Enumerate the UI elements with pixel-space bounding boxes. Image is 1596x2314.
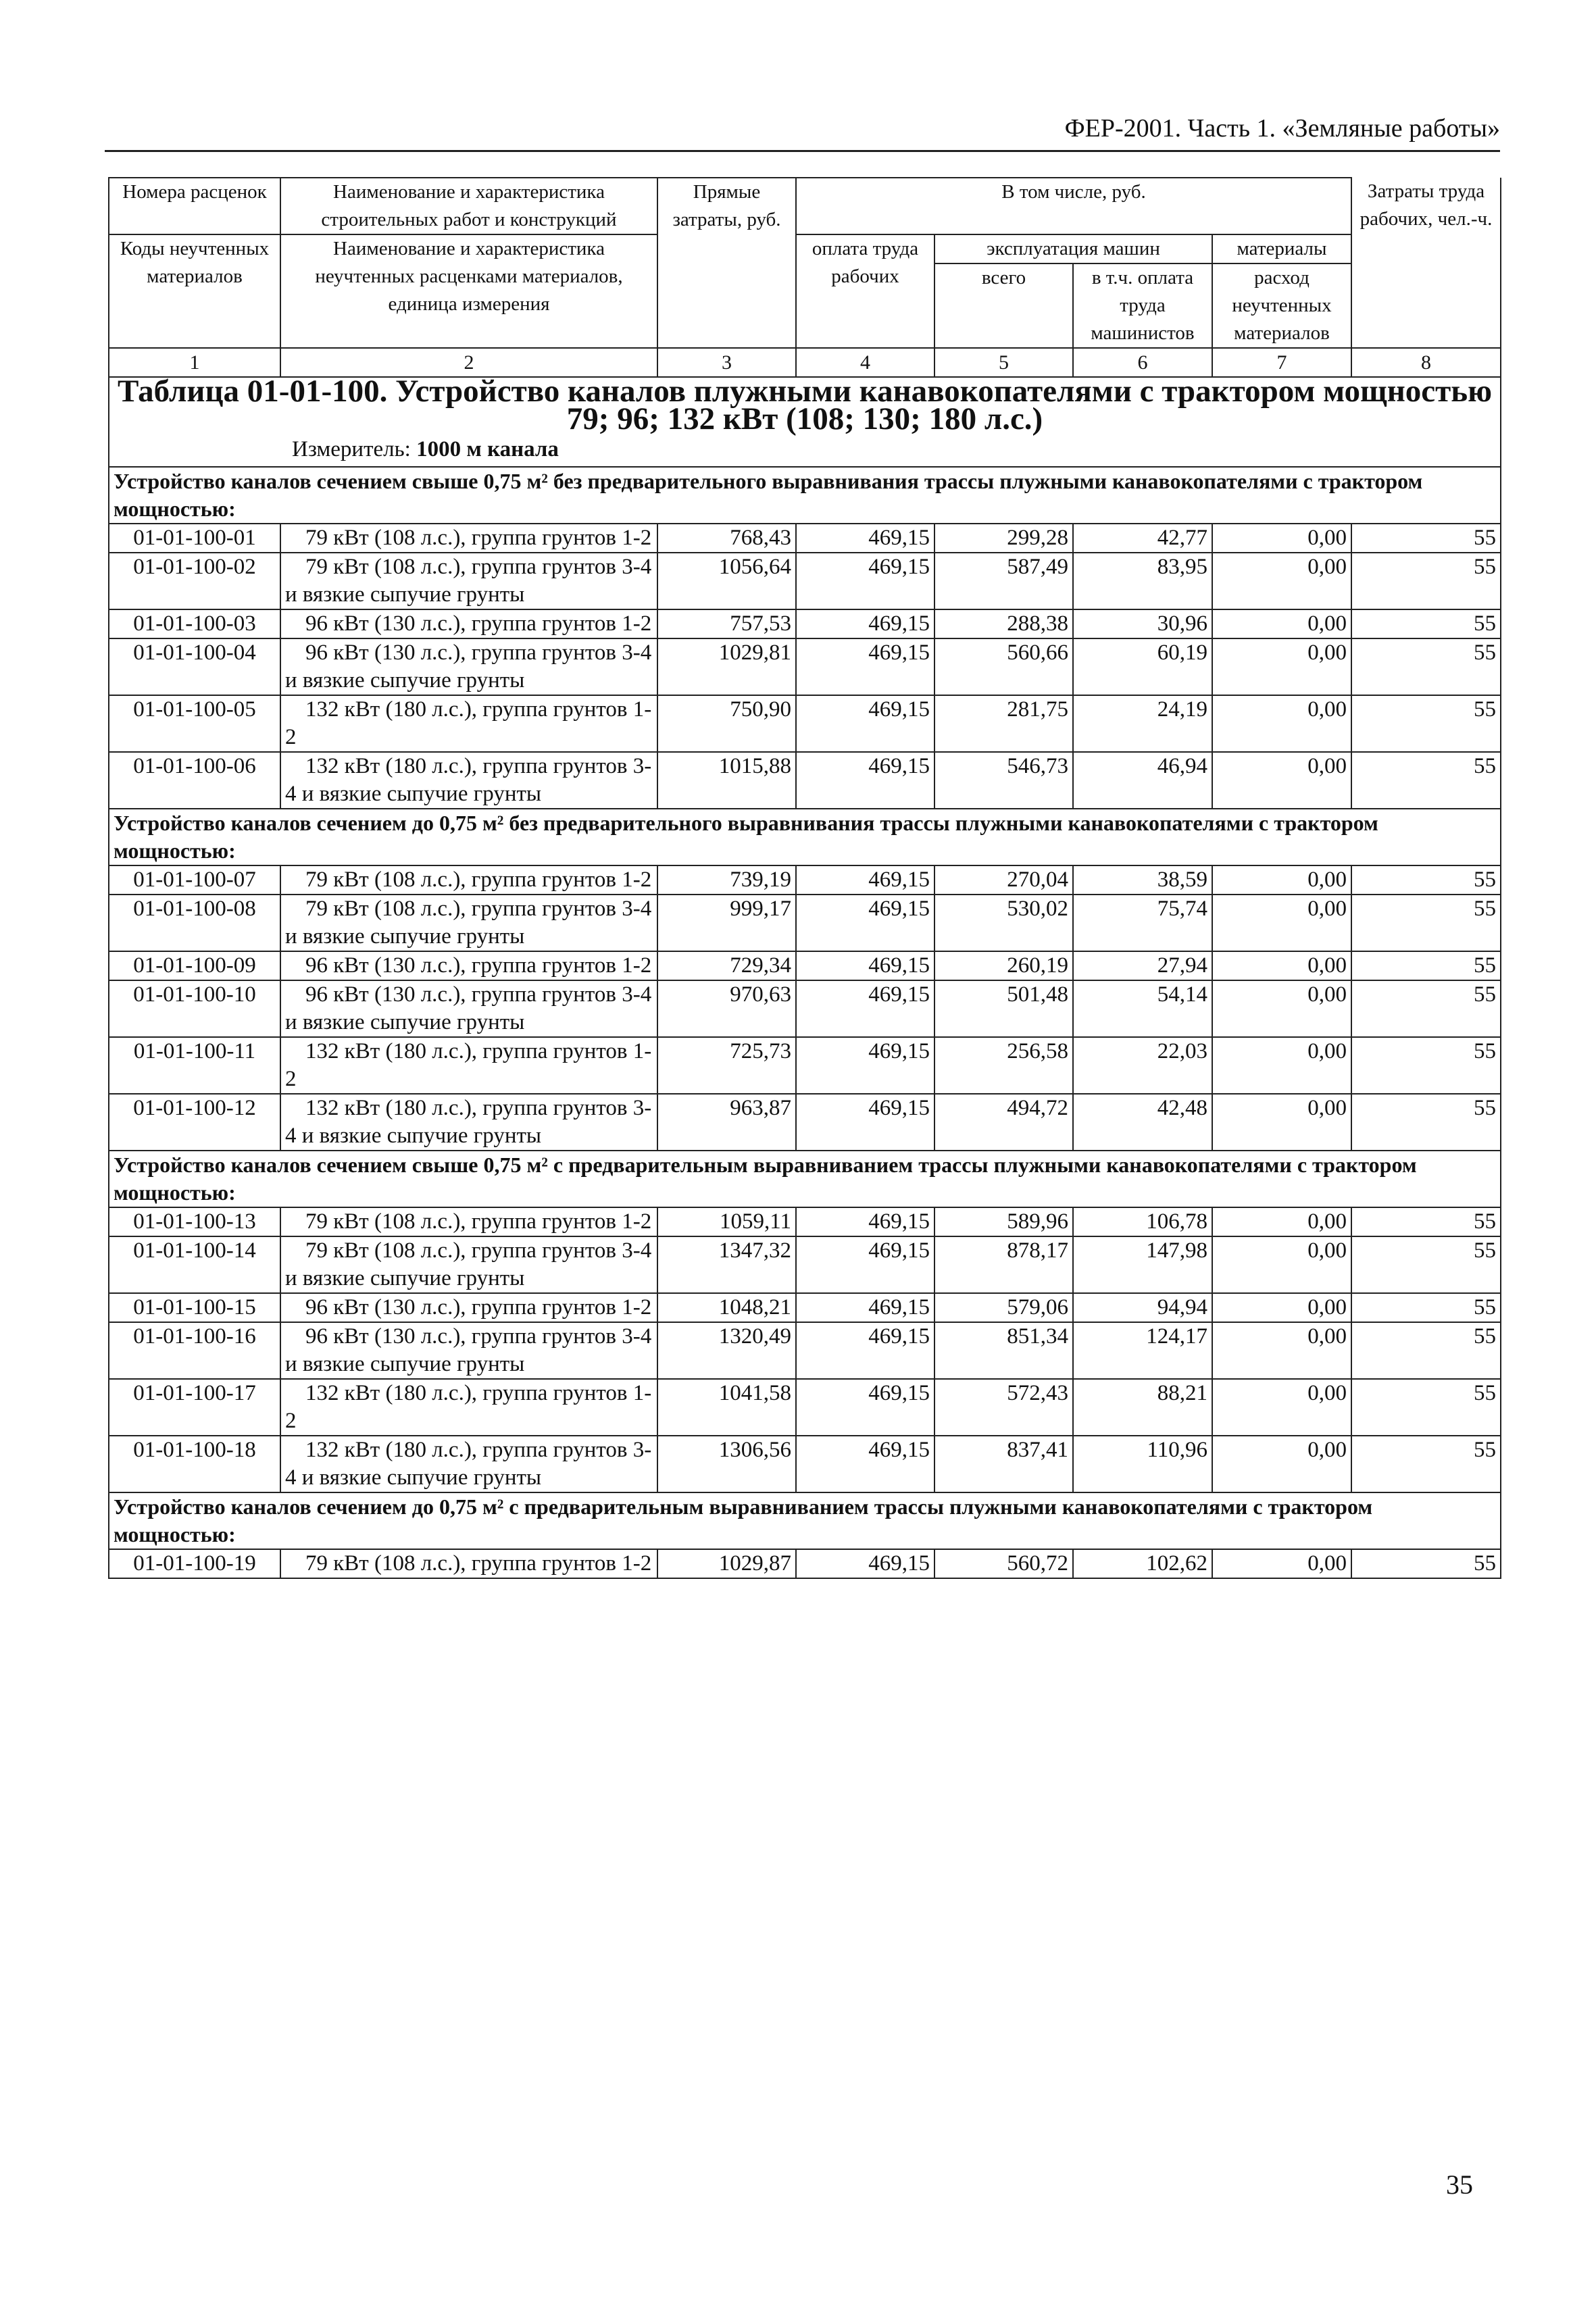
labor-hours-value: 55 [1351, 609, 1501, 638]
table-row [109, 638, 1501, 695]
worker-pay-value: 469,15 [796, 1207, 934, 1236]
header-machines-total: всего [934, 263, 1073, 348]
table-body [109, 178, 1501, 1578]
materials-value: 0,00 [1212, 1207, 1351, 1236]
labor-hours-value: 55 [1351, 695, 1501, 752]
materials-value: 0,00 [1212, 1549, 1351, 1578]
machinist-pay-value: 110,96 [1073, 1436, 1212, 1492]
machines-total-value: 572,43 [934, 1379, 1073, 1436]
labor-hours-value: 55 [1351, 1436, 1501, 1492]
materials-value: 0,00 [1212, 524, 1351, 553]
machinist-pay-value: 106,78 [1073, 1207, 1212, 1236]
labor-hours-value: 55 [1351, 1293, 1501, 1322]
table-row [109, 980, 1501, 1037]
materials-value: 0,00 [1212, 980, 1351, 1037]
machinist-pay-value: 75,74 [1073, 895, 1212, 951]
materials-value: 0,00 [1212, 638, 1351, 695]
materials-value: 0,00 [1212, 895, 1351, 951]
header-materials: материалы [1212, 234, 1351, 263]
direct-costs-value: 725,73 [657, 1037, 796, 1094]
table-row [109, 1436, 1501, 1492]
table-row [109, 1549, 1501, 1578]
machinist-pay-value: 42,77 [1073, 524, 1212, 553]
table-row [109, 1207, 1501, 1236]
worker-pay-value: 469,15 [796, 1379, 934, 1436]
machinist-pay-value: 88,21 [1073, 1379, 1212, 1436]
direct-costs-value: 750,90 [657, 695, 796, 752]
table-row [109, 609, 1501, 638]
worker-pay-value: 469,15 [796, 638, 934, 695]
work-description: 79 кВт (108 л.с.), группа грунтов 1-2 [280, 865, 657, 895]
header-material-consumption: расход неучтенных материалов [1212, 263, 1351, 348]
work-description: 96 кВт (130 л.с.), группа грунтов 1-2 [280, 1293, 657, 1322]
column-number: 2 [280, 348, 657, 377]
machinist-pay-value: 94,94 [1073, 1293, 1212, 1322]
direct-costs-value: 739,19 [657, 865, 796, 895]
worker-pay-value: 469,15 [796, 695, 934, 752]
work-description: 132 кВт (180 л.с.), группа грунтов 1-2 [280, 1379, 657, 1436]
work-description: 132 кВт (180 л.с.), группа грунтов 1-2 [280, 1037, 657, 1094]
work-description: 79 кВт (108 л.с.), группа грунтов 3-4 и вязкие сыпучие грунты [280, 553, 657, 609]
labor-hours-value: 55 [1351, 553, 1501, 609]
page-number: 35 [1446, 2169, 1473, 2200]
direct-costs-value: 729,34 [657, 951, 796, 980]
rates-table [108, 177, 1501, 1579]
direct-costs-value: 1306,56 [657, 1436, 796, 1492]
materials-value: 0,00 [1212, 1436, 1351, 1492]
materials-value: 0,00 [1212, 695, 1351, 752]
table-row [109, 1236, 1501, 1293]
section-header-row [109, 1151, 1501, 1207]
rate-code: 01-01-100-11 [109, 1037, 280, 1094]
header-material-codes: Коды неучтенных материалов [109, 234, 280, 348]
machinist-pay-value: 46,94 [1073, 752, 1212, 809]
worker-pay-value: 469,15 [796, 1322, 934, 1379]
work-description: 79 кВт (108 л.с.), группа грунтов 1-2 [280, 1207, 657, 1236]
materials-value: 0,00 [1212, 609, 1351, 638]
machinist-pay-value: 22,03 [1073, 1037, 1212, 1094]
machines-total-value: 501,48 [934, 980, 1073, 1037]
labor-hours-value: 55 [1351, 638, 1501, 695]
machinist-pay-value: 24,19 [1073, 695, 1212, 752]
direct-costs-value: 970,63 [657, 980, 796, 1037]
materials-value: 0,00 [1212, 1293, 1351, 1322]
direct-costs-value: 999,17 [657, 895, 796, 951]
machines-total-value: 530,02 [934, 895, 1073, 951]
section-title: Устройство каналов сечением свыше 0,75 м² без предварительного выравнивания трассы плужными канавокопателями с трактором мощностью: [109, 467, 1501, 524]
direct-costs-value: 1059,11 [657, 1207, 796, 1236]
direct-costs-value: 1048,21 [657, 1293, 796, 1322]
worker-pay-value: 469,15 [796, 524, 934, 553]
machinist-pay-value: 83,95 [1073, 553, 1212, 609]
direct-costs-value: 1347,32 [657, 1236, 796, 1293]
direct-costs-value: 757,53 [657, 609, 796, 638]
table-row [109, 553, 1501, 609]
worker-pay-value: 469,15 [796, 895, 934, 951]
column-number: 6 [1073, 348, 1212, 377]
measure-label: Измеритель: [292, 437, 411, 461]
section-header-row [109, 1492, 1501, 1549]
measure-value: 1000 м канала [416, 437, 559, 461]
labor-hours-value: 55 [1351, 1037, 1501, 1094]
header-row-1 [109, 178, 1501, 234]
machines-total-value: 560,66 [934, 638, 1073, 695]
work-description: 132 кВт (180 л.с.), группа грунтов 3-4 и вязкие сыпучие грунты [280, 1094, 657, 1151]
labor-hours-value: 55 [1351, 752, 1501, 809]
labor-hours-value: 55 [1351, 895, 1501, 951]
worker-pay-value: 469,15 [796, 980, 934, 1037]
direct-costs-value: 768,43 [657, 524, 796, 553]
worker-pay-value: 469,15 [796, 752, 934, 809]
worker-pay-value: 469,15 [796, 1293, 934, 1322]
labor-hours-value: 55 [1351, 524, 1501, 553]
machinist-pay-value: 30,96 [1073, 609, 1212, 638]
column-number: 4 [796, 348, 934, 377]
table-row [109, 895, 1501, 951]
table-row [109, 1379, 1501, 1436]
materials-value: 0,00 [1212, 865, 1351, 895]
table-row [109, 865, 1501, 895]
work-description: 132 кВт (180 л.с.), группа грунтов 1-2 [280, 695, 657, 752]
column-number: 7 [1212, 348, 1351, 377]
work-description: 96 кВт (130 л.с.), группа грунтов 3-4 и вязкие сыпучие грунты [280, 638, 657, 695]
table-row [109, 1293, 1501, 1322]
header-machinist-pay: в т.ч. оплата труда машинистов [1073, 263, 1212, 348]
materials-value: 0,00 [1212, 1236, 1351, 1293]
machines-total-value: 589,96 [934, 1207, 1073, 1236]
column-number-row [109, 348, 1501, 377]
materials-value: 0,00 [1212, 1094, 1351, 1151]
labor-hours-value: 55 [1351, 1379, 1501, 1436]
direct-costs-value: 1056,64 [657, 553, 796, 609]
header-direct-costs: Прямые затраты, руб. [657, 178, 796, 348]
materials-value: 0,00 [1212, 553, 1351, 609]
work-description: 79 кВт (108 л.с.), группа грунтов 3-4 и вязкие сыпучие грунты [280, 1236, 657, 1293]
section-title: Устройство каналов сечением свыше 0,75 м² с предварительным выравниванием трассы плужными канавокопателями с трактором мощностью: [109, 1151, 1501, 1207]
column-number: 1 [109, 348, 280, 377]
materials-value: 0,00 [1212, 1037, 1351, 1094]
table-title-row [109, 377, 1501, 433]
table-row [109, 524, 1501, 553]
worker-pay-value: 469,15 [796, 1549, 934, 1578]
work-description: 96 кВт (130 л.с.), группа грунтов 3-4 и вязкие сыпучие грунты [280, 1322, 657, 1379]
rate-code: 01-01-100-16 [109, 1322, 280, 1379]
table-row [109, 1094, 1501, 1151]
rate-code: 01-01-100-08 [109, 895, 280, 951]
machinist-pay-value: 42,48 [1073, 1094, 1212, 1151]
table-title: Таблица 01-01-100. Устройство каналов плужными канавокопателями с трактором мощностью 79; 96; 132 кВт (108; 130; 180 л.с.) [109, 377, 1501, 433]
worker-pay-value: 469,15 [796, 1236, 934, 1293]
machinist-pay-value: 38,59 [1073, 865, 1212, 895]
worker-pay-value: 469,15 [796, 609, 934, 638]
machinist-pay-value: 54,14 [1073, 980, 1212, 1037]
work-description: 79 кВт (108 л.с.), группа грунтов 1-2 [280, 524, 657, 553]
header-rate-numbers: Номера расценок [109, 178, 280, 234]
machines-total-value: 878,17 [934, 1236, 1073, 1293]
machinist-pay-value: 60,19 [1073, 638, 1212, 695]
rate-code: 01-01-100-05 [109, 695, 280, 752]
rate-code: 01-01-100-18 [109, 1436, 280, 1492]
rate-code: 01-01-100-01 [109, 524, 280, 553]
work-description: 132 кВт (180 л.с.), группа грунтов 3-4 и вязкие сыпучие грунты [280, 752, 657, 809]
section-header-row [109, 809, 1501, 865]
header-labor-hours: Затраты труда рабочих, чел.-ч. [1351, 178, 1501, 348]
work-description: 132 кВт (180 л.с.), группа грунтов 3-4 и вязкие сыпучие грунты [280, 1436, 657, 1492]
direct-costs-value: 1029,81 [657, 638, 796, 695]
column-number: 8 [1351, 348, 1501, 377]
worker-pay-value: 469,15 [796, 1436, 934, 1492]
rate-code: 01-01-100-13 [109, 1207, 280, 1236]
table-row [109, 951, 1501, 980]
header-rule [105, 150, 1500, 152]
direct-costs-value: 963,87 [657, 1094, 796, 1151]
machines-total-value: 560,72 [934, 1549, 1073, 1578]
rate-code: 01-01-100-10 [109, 980, 280, 1037]
labor-hours-value: 55 [1351, 1236, 1501, 1293]
labor-hours-value: 55 [1351, 980, 1501, 1037]
machines-total-value: 579,06 [934, 1293, 1073, 1322]
measure-cell [109, 433, 1501, 467]
materials-value: 0,00 [1212, 752, 1351, 809]
machines-total-value: 587,49 [934, 553, 1073, 609]
rate-code: 01-01-100-19 [109, 1549, 280, 1578]
table-row [109, 1322, 1501, 1379]
running-header: ФЕР-2001. Часть 1. «Земляные работы» [1064, 114, 1500, 143]
labor-hours-value: 55 [1351, 1207, 1501, 1236]
header-in-total: В том числе, руб. [796, 178, 1351, 234]
machines-total-value: 494,72 [934, 1094, 1073, 1151]
machines-total-value: 288,38 [934, 609, 1073, 638]
header-worker-pay: оплата труда рабочих [796, 234, 934, 348]
work-description: 79 кВт (108 л.с.), группа грунтов 3-4 и вязкие сыпучие грунты [280, 895, 657, 951]
labor-hours-value: 55 [1351, 1549, 1501, 1578]
header-work-name: Наименование и характеристика строительных работ и конструкций [280, 178, 657, 234]
rate-code: 01-01-100-12 [109, 1094, 280, 1151]
rate-code: 01-01-100-03 [109, 609, 280, 638]
worker-pay-value: 469,15 [796, 553, 934, 609]
direct-costs-value: 1041,58 [657, 1379, 796, 1436]
machines-total-value: 837,41 [934, 1436, 1073, 1492]
section-header-row [109, 467, 1501, 524]
work-description: 96 кВт (130 л.с.), группа грунтов 1-2 [280, 609, 657, 638]
work-description: 96 кВт (130 л.с.), группа грунтов 1-2 [280, 951, 657, 980]
labor-hours-value: 55 [1351, 1322, 1501, 1379]
header-machine-operation: эксплуатация машин [934, 234, 1212, 263]
rate-code: 01-01-100-17 [109, 1379, 280, 1436]
header-row-2 [109, 234, 1501, 263]
section-title: Устройство каналов сечением до 0,75 м² с предварительным выравниванием трассы плужными канавокопателями с трактором мощностью: [109, 1492, 1501, 1549]
column-number: 3 [657, 348, 796, 377]
rate-code: 01-01-100-02 [109, 553, 280, 609]
rate-code: 01-01-100-04 [109, 638, 280, 695]
column-number: 5 [934, 348, 1073, 377]
machines-total-value: 851,34 [934, 1322, 1073, 1379]
worker-pay-value: 469,15 [796, 865, 934, 895]
machines-total-value: 546,73 [934, 752, 1073, 809]
work-description: 79 кВт (108 л.с.), группа грунтов 1-2 [280, 1549, 657, 1578]
direct-costs-value: 1029,87 [657, 1549, 796, 1578]
rate-code: 01-01-100-14 [109, 1236, 280, 1293]
materials-value: 0,00 [1212, 1322, 1351, 1379]
worker-pay-value: 469,15 [796, 1094, 934, 1151]
machines-total-value: 281,75 [934, 695, 1073, 752]
table-row [109, 695, 1501, 752]
header-material-name: Наименование и характеристика неучтенных расценками материалов, единица измерения [280, 234, 657, 348]
materials-value: 0,00 [1212, 951, 1351, 980]
labor-hours-value: 55 [1351, 951, 1501, 980]
rate-code: 01-01-100-15 [109, 1293, 280, 1322]
worker-pay-value: 469,15 [796, 951, 934, 980]
rate-code: 01-01-100-09 [109, 951, 280, 980]
table-row [109, 1037, 1501, 1094]
machines-total-value: 256,58 [934, 1037, 1073, 1094]
rate-code: 01-01-100-06 [109, 752, 280, 809]
table-row [109, 752, 1501, 809]
machinist-pay-value: 147,98 [1073, 1236, 1212, 1293]
worker-pay-value: 469,15 [796, 1037, 934, 1094]
machinist-pay-value: 102,62 [1073, 1549, 1212, 1578]
section-title: Устройство каналов сечением до 0,75 м² без предварительного выравнивания трассы плужными канавокопателями с трактором мощностью: [109, 809, 1501, 865]
machinist-pay-value: 124,17 [1073, 1322, 1212, 1379]
measure-row [109, 433, 1501, 467]
machines-total-value: 260,19 [934, 951, 1073, 980]
direct-costs-value: 1015,88 [657, 752, 796, 809]
direct-costs-value: 1320,49 [657, 1322, 796, 1379]
machinist-pay-value: 27,94 [1073, 951, 1212, 980]
machines-total-value: 299,28 [934, 524, 1073, 553]
rate-code: 01-01-100-07 [109, 865, 280, 895]
materials-value: 0,00 [1212, 1379, 1351, 1436]
labor-hours-value: 55 [1351, 1094, 1501, 1151]
work-description: 96 кВт (130 л.с.), группа грунтов 3-4 и вязкие сыпучие грунты [280, 980, 657, 1037]
labor-hours-value: 55 [1351, 865, 1501, 895]
machines-total-value: 270,04 [934, 865, 1073, 895]
